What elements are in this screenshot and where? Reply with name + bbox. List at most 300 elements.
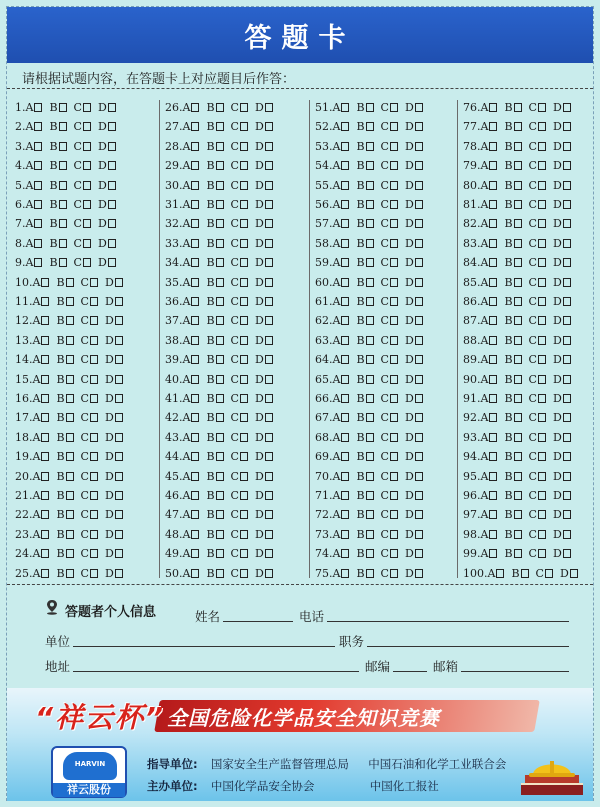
checkbox-square[interactable]: [563, 258, 571, 267]
checkbox-square[interactable]: [66, 316, 74, 325]
option-a-checkbox[interactable]: [481, 234, 498, 253]
option-c-checkbox[interactable]: [81, 292, 98, 311]
option-b-checkbox[interactable]: [504, 525, 521, 544]
option-c-checkbox[interactable]: [529, 486, 546, 505]
checkbox-square[interactable]: [216, 200, 224, 209]
checkbox-square[interactable]: [390, 316, 398, 325]
option-d-checkbox[interactable]: [105, 408, 123, 427]
option-d-checkbox[interactable]: [405, 564, 423, 583]
checkbox-square[interactable]: [366, 219, 374, 228]
checkbox-square[interactable]: [66, 491, 74, 500]
option-b-checkbox[interactable]: [56, 467, 73, 486]
option-b-checkbox[interactable]: [206, 273, 223, 292]
checkbox-square[interactable]: [514, 336, 522, 345]
checkbox-square[interactable]: [415, 413, 423, 422]
checkbox-square[interactable]: [415, 510, 423, 519]
option-a-checkbox[interactable]: [183, 117, 200, 136]
checkbox-square[interactable]: [390, 122, 398, 131]
checkbox-square[interactable]: [83, 258, 91, 267]
option-b-checkbox[interactable]: [504, 137, 521, 156]
checkbox-square[interactable]: [191, 510, 199, 519]
checkbox-square[interactable]: [108, 258, 116, 267]
option-c-checkbox[interactable]: [231, 176, 248, 195]
checkbox-square[interactable]: [115, 530, 123, 539]
checkbox-square[interactable]: [41, 530, 49, 539]
checkbox-square[interactable]: [415, 530, 423, 539]
checkbox-square[interactable]: [538, 161, 546, 170]
checkbox-square[interactable]: [90, 491, 98, 500]
option-b-checkbox[interactable]: [504, 176, 521, 195]
option-d-checkbox[interactable]: [255, 292, 273, 311]
checkbox-square[interactable]: [489, 142, 497, 151]
checkbox-square[interactable]: [41, 569, 49, 578]
checkbox-square[interactable]: [191, 413, 199, 422]
address-field[interactable]: [73, 671, 359, 672]
option-d-checkbox[interactable]: [553, 370, 571, 389]
option-c-checkbox[interactable]: [536, 564, 553, 583]
option-d-checkbox[interactable]: [553, 214, 571, 233]
checkbox-square[interactable]: [489, 200, 497, 209]
checkbox-square[interactable]: [415, 472, 423, 481]
option-c-checkbox[interactable]: [381, 505, 398, 524]
option-d-checkbox[interactable]: [255, 176, 273, 195]
option-c-checkbox[interactable]: [381, 292, 398, 311]
option-b-checkbox[interactable]: [356, 234, 373, 253]
option-d-checkbox[interactable]: [98, 234, 116, 253]
option-b-checkbox[interactable]: [356, 564, 373, 583]
checkbox-square[interactable]: [216, 433, 224, 442]
option-d-checkbox[interactable]: [553, 505, 571, 524]
option-a-checkbox[interactable]: [481, 253, 498, 272]
checkbox-square[interactable]: [390, 530, 398, 539]
checkbox-square[interactable]: [341, 569, 349, 578]
checkbox-square[interactable]: [216, 549, 224, 558]
checkbox-square[interactable]: [216, 103, 224, 112]
option-d-checkbox[interactable]: [105, 544, 123, 563]
option-a-checkbox[interactable]: [333, 234, 350, 253]
option-b-checkbox[interactable]: [504, 467, 521, 486]
option-a-checkbox[interactable]: [183, 486, 200, 505]
checkbox-square[interactable]: [216, 142, 224, 151]
checkbox-square[interactable]: [390, 472, 398, 481]
checkbox-square[interactable]: [538, 530, 546, 539]
option-d-checkbox[interactable]: [98, 176, 116, 195]
option-b-checkbox[interactable]: [504, 505, 521, 524]
checkbox-square[interactable]: [390, 433, 398, 442]
option-d-checkbox[interactable]: [255, 525, 273, 544]
option-d-checkbox[interactable]: [553, 156, 571, 175]
option-c-checkbox[interactable]: [74, 117, 91, 136]
checkbox-square[interactable]: [366, 569, 374, 578]
checkbox-square[interactable]: [489, 413, 497, 422]
checkbox-square[interactable]: [489, 510, 497, 519]
option-a-checkbox[interactable]: [33, 370, 50, 389]
option-c-checkbox[interactable]: [231, 311, 248, 330]
checkbox-square[interactable]: [41, 316, 49, 325]
checkbox-square[interactable]: [216, 122, 224, 131]
checkbox-square[interactable]: [265, 530, 273, 539]
option-a-checkbox[interactable]: [333, 564, 350, 583]
checkbox-square[interactable]: [265, 258, 273, 267]
option-b-checkbox[interactable]: [356, 253, 373, 272]
checkbox-square[interactable]: [489, 394, 497, 403]
option-c-checkbox[interactable]: [529, 137, 546, 156]
checkbox-square[interactable]: [66, 433, 74, 442]
option-b-checkbox[interactable]: [206, 408, 223, 427]
option-a-checkbox[interactable]: [26, 98, 43, 117]
checkbox-square[interactable]: [240, 452, 248, 461]
checkbox-square[interactable]: [489, 297, 497, 306]
checkbox-square[interactable]: [90, 472, 98, 481]
option-d-checkbox[interactable]: [255, 447, 273, 466]
option-c-checkbox[interactable]: [231, 253, 248, 272]
option-d-checkbox[interactable]: [405, 389, 423, 408]
option-d-checkbox[interactable]: [105, 564, 123, 583]
checkbox-square[interactable]: [90, 355, 98, 364]
checkbox-square[interactable]: [341, 103, 349, 112]
option-b-checkbox[interactable]: [356, 389, 373, 408]
option-b-checkbox[interactable]: [206, 486, 223, 505]
checkbox-square[interactable]: [115, 336, 123, 345]
option-b-checkbox[interactable]: [206, 505, 223, 524]
option-d-checkbox[interactable]: [255, 137, 273, 156]
option-c-checkbox[interactable]: [529, 117, 546, 136]
checkbox-square[interactable]: [115, 452, 123, 461]
option-c-checkbox[interactable]: [381, 370, 398, 389]
checkbox-square[interactable]: [390, 181, 398, 190]
option-a-checkbox[interactable]: [333, 544, 350, 563]
checkbox-square[interactable]: [366, 491, 374, 500]
checkbox-square[interactable]: [341, 530, 349, 539]
checkbox-square[interactable]: [34, 103, 42, 112]
checkbox-square[interactable]: [563, 219, 571, 228]
checkbox-square[interactable]: [366, 278, 374, 287]
option-a-checkbox[interactable]: [183, 311, 200, 330]
option-a-checkbox[interactable]: [33, 525, 50, 544]
checkbox-square[interactable]: [538, 258, 546, 267]
checkbox-square[interactable]: [489, 491, 497, 500]
checkbox-square[interactable]: [66, 413, 74, 422]
option-d-checkbox[interactable]: [405, 505, 423, 524]
option-c-checkbox[interactable]: [81, 350, 98, 369]
checkbox-square[interactable]: [366, 336, 374, 345]
option-d-checkbox[interactable]: [255, 117, 273, 136]
checkbox-square[interactable]: [415, 200, 423, 209]
checkbox-square[interactable]: [489, 452, 497, 461]
option-c-checkbox[interactable]: [529, 350, 546, 369]
option-d-checkbox[interactable]: [553, 447, 571, 466]
option-b-checkbox[interactable]: [356, 544, 373, 563]
option-b-checkbox[interactable]: [504, 292, 521, 311]
option-b-checkbox[interactable]: [206, 176, 223, 195]
checkbox-square[interactable]: [240, 510, 248, 519]
option-b-checkbox[interactable]: [56, 544, 73, 563]
option-c-checkbox[interactable]: [529, 195, 546, 214]
option-c-checkbox[interactable]: [381, 389, 398, 408]
checkbox-square[interactable]: [41, 510, 49, 519]
option-c-checkbox[interactable]: [381, 428, 398, 447]
position-field[interactable]: [367, 646, 569, 647]
checkbox-square[interactable]: [265, 142, 273, 151]
option-d-checkbox[interactable]: [255, 467, 273, 486]
checkbox-square[interactable]: [390, 355, 398, 364]
checkbox-square[interactable]: [415, 375, 423, 384]
checkbox-square[interactable]: [66, 530, 74, 539]
option-a-checkbox[interactable]: [33, 467, 50, 486]
phone-field[interactable]: [327, 621, 569, 622]
option-b-checkbox[interactable]: [356, 428, 373, 447]
option-c-checkbox[interactable]: [81, 389, 98, 408]
option-d-checkbox[interactable]: [98, 156, 116, 175]
checkbox-square[interactable]: [191, 375, 199, 384]
option-d-checkbox[interactable]: [255, 408, 273, 427]
option-a-checkbox[interactable]: [183, 408, 200, 427]
checkbox-square[interactable]: [538, 103, 546, 112]
checkbox-square[interactable]: [191, 297, 199, 306]
option-d-checkbox[interactable]: [105, 428, 123, 447]
option-c-checkbox[interactable]: [381, 117, 398, 136]
option-d-checkbox[interactable]: [405, 292, 423, 311]
checkbox-square[interactable]: [563, 297, 571, 306]
option-d-checkbox[interactable]: [255, 505, 273, 524]
checkbox-square[interactable]: [341, 491, 349, 500]
checkbox-square[interactable]: [514, 278, 522, 287]
option-c-checkbox[interactable]: [529, 98, 546, 117]
checkbox-square[interactable]: [545, 569, 553, 578]
option-a-checkbox[interactable]: [183, 544, 200, 563]
checkbox-square[interactable]: [216, 510, 224, 519]
option-b-checkbox[interactable]: [356, 195, 373, 214]
option-c-checkbox[interactable]: [81, 273, 98, 292]
checkbox-square[interactable]: [216, 258, 224, 267]
option-a-checkbox[interactable]: [33, 428, 50, 447]
checkbox-square[interactable]: [90, 433, 98, 442]
checkbox-square[interactable]: [563, 375, 571, 384]
checkbox-square[interactable]: [265, 219, 273, 228]
option-b-checkbox[interactable]: [504, 447, 521, 466]
checkbox-square[interactable]: [514, 239, 522, 248]
checkbox-square[interactable]: [563, 103, 571, 112]
option-d-checkbox[interactable]: [405, 370, 423, 389]
option-a-checkbox[interactable]: [183, 389, 200, 408]
option-c-checkbox[interactable]: [529, 292, 546, 311]
checkbox-square[interactable]: [538, 239, 546, 248]
option-d-checkbox[interactable]: [255, 428, 273, 447]
checkbox-square[interactable]: [570, 569, 578, 578]
checkbox-square[interactable]: [415, 336, 423, 345]
option-a-checkbox[interactable]: [33, 331, 50, 350]
option-a-checkbox[interactable]: [33, 311, 50, 330]
option-a-checkbox[interactable]: [481, 311, 498, 330]
option-b-checkbox[interactable]: [56, 389, 73, 408]
option-a-checkbox[interactable]: [333, 350, 350, 369]
option-b-checkbox[interactable]: [504, 234, 521, 253]
checkbox-square[interactable]: [240, 491, 248, 500]
option-a-checkbox[interactable]: [183, 156, 200, 175]
option-c-checkbox[interactable]: [381, 311, 398, 330]
checkbox-square[interactable]: [341, 258, 349, 267]
option-b-checkbox[interactable]: [504, 214, 521, 233]
option-a-checkbox[interactable]: [481, 525, 498, 544]
option-a-checkbox[interactable]: [333, 505, 350, 524]
option-a-checkbox[interactable]: [333, 273, 350, 292]
checkbox-square[interactable]: [108, 122, 116, 131]
checkbox-square[interactable]: [191, 549, 199, 558]
checkbox-square[interactable]: [191, 142, 199, 151]
option-a-checkbox[interactable]: [481, 408, 498, 427]
option-d-checkbox[interactable]: [405, 98, 423, 117]
option-d-checkbox[interactable]: [105, 525, 123, 544]
option-d-checkbox[interactable]: [553, 525, 571, 544]
option-c-checkbox[interactable]: [74, 98, 91, 117]
checkbox-square[interactable]: [216, 355, 224, 364]
checkbox-square[interactable]: [563, 142, 571, 151]
checkbox-square[interactable]: [240, 336, 248, 345]
checkbox-square[interactable]: [415, 122, 423, 131]
option-d-checkbox[interactable]: [105, 505, 123, 524]
checkbox-square[interactable]: [563, 122, 571, 131]
checkbox-square[interactable]: [41, 297, 49, 306]
option-c-checkbox[interactable]: [529, 273, 546, 292]
option-b-checkbox[interactable]: [206, 331, 223, 350]
checkbox-square[interactable]: [90, 297, 98, 306]
option-b-checkbox[interactable]: [504, 253, 521, 272]
checkbox-square[interactable]: [563, 239, 571, 248]
checkbox-square[interactable]: [34, 142, 42, 151]
checkbox-square[interactable]: [216, 161, 224, 170]
option-d-checkbox[interactable]: [405, 467, 423, 486]
checkbox-square[interactable]: [115, 355, 123, 364]
option-c-checkbox[interactable]: [381, 137, 398, 156]
option-a-checkbox[interactable]: [183, 370, 200, 389]
option-a-checkbox[interactable]: [333, 467, 350, 486]
checkbox-square[interactable]: [538, 297, 546, 306]
checkbox-square[interactable]: [240, 472, 248, 481]
checkbox-square[interactable]: [191, 433, 199, 442]
option-c-checkbox[interactable]: [81, 428, 98, 447]
checkbox-square[interactable]: [415, 355, 423, 364]
option-b-checkbox[interactable]: [206, 137, 223, 156]
checkbox-square[interactable]: [41, 278, 49, 287]
option-d-checkbox[interactable]: [553, 273, 571, 292]
option-a-checkbox[interactable]: [33, 408, 50, 427]
option-b-checkbox[interactable]: [504, 389, 521, 408]
option-c-checkbox[interactable]: [529, 408, 546, 427]
option-c-checkbox[interactable]: [381, 234, 398, 253]
checkbox-square[interactable]: [366, 510, 374, 519]
option-a-checkbox[interactable]: [481, 370, 498, 389]
option-b-checkbox[interactable]: [49, 98, 66, 117]
checkbox-square[interactable]: [489, 103, 497, 112]
option-d-checkbox[interactable]: [105, 331, 123, 350]
option-b-checkbox[interactable]: [356, 98, 373, 117]
checkbox-square[interactable]: [538, 278, 546, 287]
checkbox-square[interactable]: [341, 200, 349, 209]
option-d-checkbox[interactable]: [98, 98, 116, 117]
checkbox-square[interactable]: [90, 549, 98, 558]
checkbox-square[interactable]: [240, 433, 248, 442]
option-c-checkbox[interactable]: [381, 544, 398, 563]
checkbox-square[interactable]: [59, 258, 67, 267]
checkbox-square[interactable]: [90, 569, 98, 578]
checkbox-square[interactable]: [514, 549, 522, 558]
option-a-checkbox[interactable]: [333, 214, 350, 233]
option-a-checkbox[interactable]: [26, 117, 43, 136]
option-a-checkbox[interactable]: [33, 564, 50, 583]
checkbox-square[interactable]: [115, 433, 123, 442]
checkbox-square[interactable]: [66, 336, 74, 345]
option-c-checkbox[interactable]: [381, 486, 398, 505]
option-b-checkbox[interactable]: [511, 564, 528, 583]
option-d-checkbox[interactable]: [405, 156, 423, 175]
option-c-checkbox[interactable]: [529, 505, 546, 524]
checkbox-square[interactable]: [216, 394, 224, 403]
option-c-checkbox[interactable]: [381, 253, 398, 272]
option-a-checkbox[interactable]: [333, 331, 350, 350]
option-d-checkbox[interactable]: [553, 486, 571, 505]
option-d-checkbox[interactable]: [405, 253, 423, 272]
option-d-checkbox[interactable]: [553, 117, 571, 136]
checkbox-square[interactable]: [191, 394, 199, 403]
option-c-checkbox[interactable]: [231, 234, 248, 253]
option-a-checkbox[interactable]: [481, 428, 498, 447]
checkbox-square[interactable]: [341, 142, 349, 151]
option-b-checkbox[interactable]: [49, 117, 66, 136]
checkbox-square[interactable]: [34, 200, 42, 209]
option-b-checkbox[interactable]: [504, 408, 521, 427]
checkbox-square[interactable]: [34, 258, 42, 267]
checkbox-square[interactable]: [34, 219, 42, 228]
checkbox-square[interactable]: [265, 336, 273, 345]
checkbox-square[interactable]: [191, 472, 199, 481]
checkbox-square[interactable]: [115, 472, 123, 481]
option-b-checkbox[interactable]: [356, 447, 373, 466]
option-b-checkbox[interactable]: [356, 214, 373, 233]
checkbox-square[interactable]: [240, 413, 248, 422]
option-b-checkbox[interactable]: [356, 505, 373, 524]
checkbox-square[interactable]: [489, 472, 497, 481]
checkbox-square[interactable]: [563, 433, 571, 442]
checkbox-square[interactable]: [538, 510, 546, 519]
checkbox-square[interactable]: [563, 413, 571, 422]
option-c-checkbox[interactable]: [231, 408, 248, 427]
option-a-checkbox[interactable]: [481, 486, 498, 505]
checkbox-square[interactable]: [41, 394, 49, 403]
option-c-checkbox[interactable]: [381, 98, 398, 117]
checkbox-square[interactable]: [216, 530, 224, 539]
option-a-checkbox[interactable]: [33, 292, 50, 311]
checkbox-square[interactable]: [489, 122, 497, 131]
checkbox-square[interactable]: [341, 336, 349, 345]
checkbox-square[interactable]: [366, 530, 374, 539]
option-c-checkbox[interactable]: [231, 525, 248, 544]
checkbox-square[interactable]: [240, 549, 248, 558]
option-a-checkbox[interactable]: [333, 292, 350, 311]
checkbox-square[interactable]: [115, 375, 123, 384]
option-d-checkbox[interactable]: [105, 273, 123, 292]
checkbox-square[interactable]: [41, 336, 49, 345]
option-d-checkbox[interactable]: [105, 370, 123, 389]
checkbox-square[interactable]: [108, 239, 116, 248]
option-b-checkbox[interactable]: [356, 350, 373, 369]
checkbox-square[interactable]: [90, 413, 98, 422]
option-c-checkbox[interactable]: [231, 486, 248, 505]
checkbox-square[interactable]: [240, 258, 248, 267]
option-c-checkbox[interactable]: [231, 544, 248, 563]
option-d-checkbox[interactable]: [553, 311, 571, 330]
checkbox-square[interactable]: [390, 394, 398, 403]
option-b-checkbox[interactable]: [206, 156, 223, 175]
